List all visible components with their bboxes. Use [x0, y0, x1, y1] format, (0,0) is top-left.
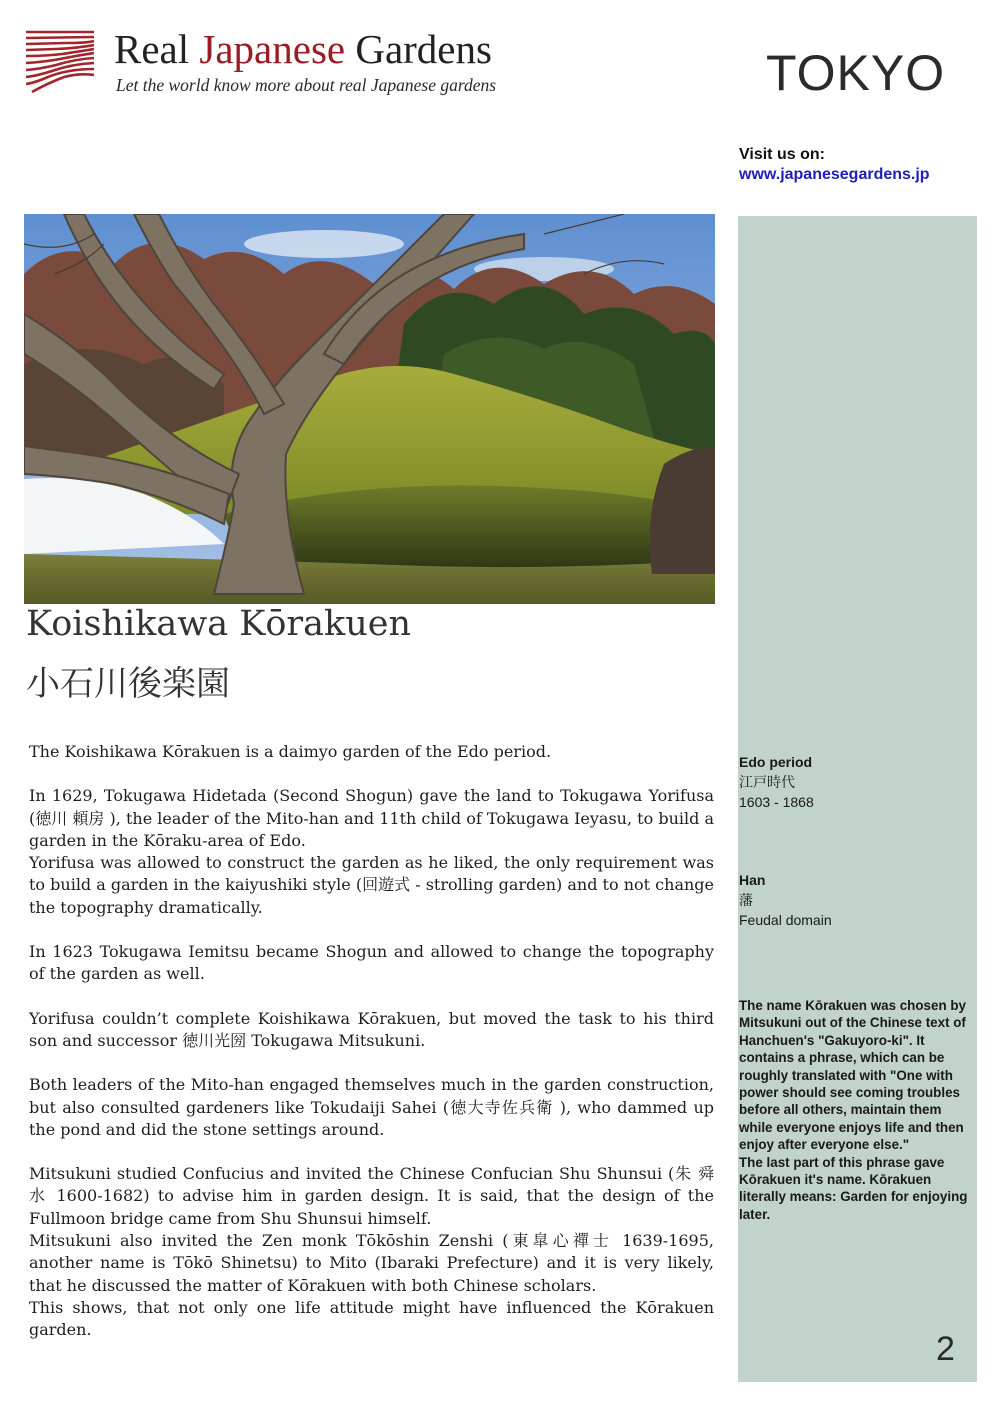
page-number: 2 [936, 1330, 955, 1368]
body-paragraph: Yorifusa couldn’t complete Koishikawa Kōrakuen, but moved the task to his third son and successor 徳川光圀 Tokugawa Mitsukuni. [29, 1008, 714, 1050]
body-paragraph: In 1623 Tokugawa Iemitsu became Shogun and allowed to change the topography of the garden as well. [29, 942, 714, 984]
body-paragraph: Both leaders of the Mito-han engaged themselves much in the garden construction, but also consulted gardeners like Tokudaiji Sahei (徳大寺佐兵衛 ), who dammed up the pond and did the stone settings around. [29, 1075, 714, 1139]
brand-tagline: Let the world know more about real Japanese gardens [116, 75, 497, 95]
korakuen-name-note: The name Kōrakuen was chosen by Mitsukuni out of the Chinese text of Hanchuen's "Gakuyoro-ki". It contains a phrase, which can be roughly translated with "One with power should see coming troubles before all others, maintain them while everyone enjoys life and then enjoy after everyone else." The last part of this phrase gave Kōrakuen it's name. Kōrakuen literally means: Garden for enjoying later. [739, 998, 968, 1222]
han-heading: Han [739, 872, 766, 888]
body-paragraph: Mitsukuni also invited the Zen monk Tōkōshin Zenshi (東皐心禪士 1639-1695, another name is Tōkō Shinetsu) to Mito (Ibaraki Prefecture) and it is very likely, that he discussed the matter of Kōrakuen with both Chinese scholars. [29, 1231, 714, 1295]
han-meaning: Feudal domain [739, 912, 832, 928]
body-paragraph: Yorifusa was allowed to construct the garden as he liked, the only requirement was to build a garden in the kaiyushiki style (回遊式 - strolling garden) and to not change the topography dramatically. [29, 853, 714, 917]
garden-title-japanese: 小石川後楽園 [26, 664, 230, 704]
visit-label: Visit us on: [739, 146, 825, 163]
body-paragraph: This shows, that not only one life attitude might have influenced the Kōrakuen garden. [29, 1297, 714, 1340]
brand-title [114, 24, 492, 74]
city-label: TOKYO [766, 45, 946, 101]
brand-title-part2: Gardens [345, 26, 492, 72]
edo-period-years: 1603 - 1868 [739, 794, 814, 810]
garden-photo-icon [24, 214, 715, 604]
edo-period-japanese: 江戸時代 [739, 774, 795, 790]
striped-wave-logo-icon [26, 28, 94, 94]
garden-title-english: Koishikawa Kōrakuen [26, 604, 412, 644]
body-paragraph: Mitsukuni studied Confucius and invited the Chinese Confucian Shu Shunsui (朱 舜水 1600-1682) to advise him in garden design. It is said, that the design of the Fullmoon bridge came from Shu Shunsui himself. [29, 1164, 714, 1228]
han-note [739, 870, 969, 930]
edo-period-note [739, 752, 969, 812]
edo-period-heading: Edo period [739, 754, 813, 770]
body-paragraph: The Koishikawa Kōrakuen is a daimyo garden of the Edo period. [29, 742, 552, 761]
han-japanese: 藩 [739, 892, 753, 908]
website-link[interactable]: www.japanesegardens.jp [739, 166, 930, 183]
brand-title-accent: Japanese [199, 26, 346, 72]
article-body [29, 741, 714, 1342]
brand-title-part1: Real [114, 26, 200, 72]
body-paragraph: In 1629, Tokugawa Hidetada (Second Shogun) gave the land to Tokugawa Yorifusa (徳川 頼房 ), the leader of the Mito-han and 11th child of Tokugawa Ieyasu, to build a garden in the Kōraku-area of Edo. [29, 786, 714, 850]
